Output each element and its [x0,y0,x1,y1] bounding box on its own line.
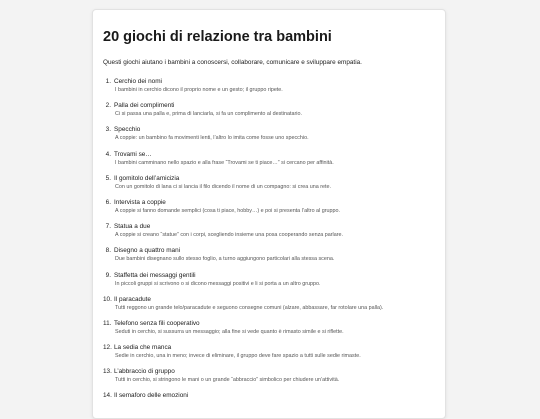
list-item [103,198,435,222]
item-title: La sedia che manca [114,344,172,352]
item-title: Il semaforo delle emozioni [114,392,189,400]
item-title: L’abbraccio di gruppo [114,368,175,376]
games-list [103,77,435,416]
item-body [114,198,435,222]
item-description: A coppie si fanno domande semplici (cosa ti piace, hobby…) e poi si presenta l’altro al gruppo. [115,207,341,214]
item-body [114,343,435,367]
item-body [114,222,435,246]
item-description: I bambini in cerchio dicono il proprio nome e un gesto; il gruppo ripete. [115,87,283,93]
list-item [103,246,435,270]
item-description: A coppie si creano “statue” con i corpi, scegliendo insieme una posa cooperando senza parlare. [115,232,344,239]
item-title: Telefono senza fili cooperativo [114,319,200,327]
item-body [114,246,435,270]
list-item [103,174,435,198]
item-title: Palla dei complimenti [114,102,175,110]
item-description: Tutti in cerchio, si stringono le mani o un grande “abbraccio” simbolico per chiudere un’attività. [115,377,340,384]
item-description: In piccoli gruppi si scrivono o si dicono messaggi positivi e li si porta a un altro gruppo. [115,280,321,287]
list-item [103,295,435,319]
list-item [103,391,435,415]
list-item [103,222,435,246]
item-description: Sedie in cerchio, una in meno; invece di eliminare, il gruppo deve fare spazio a tutti sulle sedie rimaste. [115,353,361,360]
item-description: A coppie: un bambino fa movimenti lenti, l’altro lo imita come fosse uno specchio. [115,135,309,142]
item-title: Statua a due [114,223,151,231]
item-number: 10. [103,295,112,303]
item-body [114,319,435,343]
intro-text: Questi giochi aiutano i bambini a conoscersi, collaborare, comunicare e sviluppare empatia. [103,59,362,66]
list-item [103,125,435,149]
item-number: 2. [105,102,111,110]
item-number: 13. [103,368,112,376]
item-number: 8. [105,247,111,255]
item-description: Tutti reggono un grande telo/paracadute e seguono consegne comuni (alzare, abbassare, far rotolare una palla). [115,304,384,311]
item-number: 14. [103,392,112,400]
item-title: Specchio [114,126,141,134]
item-number: 12. [103,344,112,352]
list-item [103,101,435,125]
list-item [103,343,435,367]
item-description: I bambini camminano nello spazio e alla frase “Trovami se ti piace…” si cercano per affinità. [115,159,334,166]
item-body [114,367,435,391]
content-card [92,9,446,419]
item-body [114,295,435,319]
item-number: 4. [105,150,111,158]
item-title: Il gomitolo dell’amicizia [114,174,180,182]
list-item [103,319,435,343]
item-number: 11. [103,319,112,327]
item-body [114,150,435,174]
item-description: Due bambini disegnano sullo stesso foglio, a turno aggiungono particolari alla stessa scena. [115,256,335,263]
item-title: Staffetta dei messaggi gentili [114,271,196,279]
item-body [114,271,435,295]
item-number: 5. [105,174,111,182]
item-body [114,125,435,149]
item-number: 1. [105,78,111,85]
item-number: 7. [105,223,111,231]
list-item [103,367,435,391]
item-description: Con un gomitolo di lana ci si lancia il filo dicendo il nome di un compagno: si crea una rete. [115,183,332,190]
item-number: 9. [105,271,111,279]
item-body [114,77,435,101]
item-title: Cerchio dei nomi [114,78,162,85]
item-number: 6. [105,198,111,206]
item-title: Trovami se… [114,150,152,158]
item-body [114,391,435,415]
item-body [114,174,435,198]
list-item [103,150,435,174]
item-title: Disegno a quattro mani [114,247,181,255]
item-title: Il paracadute [114,295,151,303]
list-item [103,271,435,295]
item-description: Ci si passa una palla e, prima di lanciarla, si fa un complimento al destinatario. [115,111,302,118]
list-item [103,77,435,101]
item-number: 3. [105,126,111,134]
item-description: Seduti in cerchio, si sussurra un messaggio; alla fine si vede quanto è rimasto simile e si riflette. [115,328,344,335]
item-title: Intervista a coppie [114,198,166,206]
page-title: 20 giochi di relazione tra bambini [103,29,332,45]
item-body [114,101,435,125]
